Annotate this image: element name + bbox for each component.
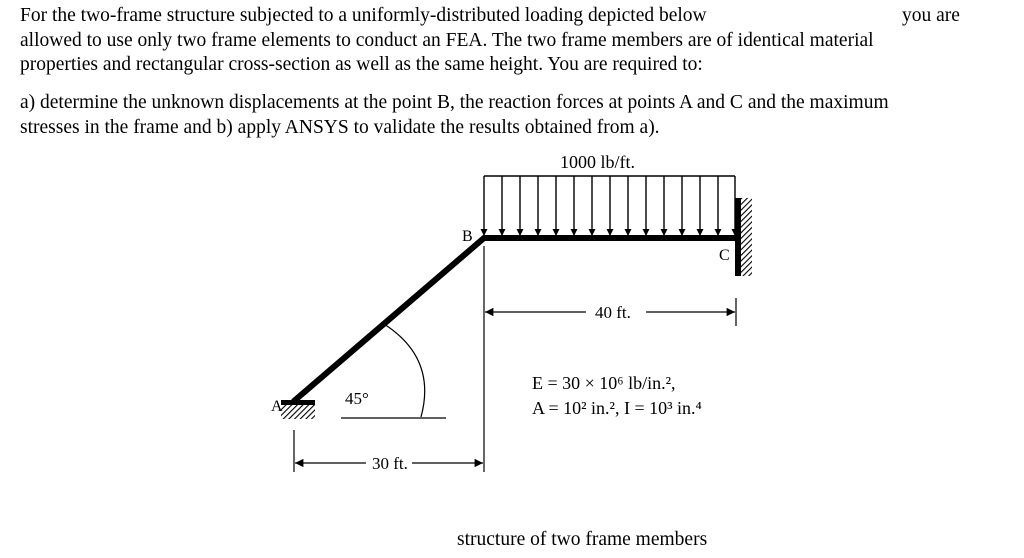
statement-line-1: For the two-frame structure subjected to a uniformly-distributed loading depicted below (20, 5, 707, 26)
dim-30-label: 30 ft. (372, 454, 408, 473)
pin-support-a (281, 400, 315, 419)
distributed-load (484, 176, 735, 236)
statement-line-3: properties and rectangular cross-section as well as the same height. You are required to: (20, 54, 703, 75)
statement-line-2: allowed to use only two frame elements to conduct an FEA. The two frame members are of identical material (20, 29, 874, 51)
modulus-text: E = 30 × 10⁶ lb/in.², (532, 373, 676, 393)
angle-arc (384, 324, 425, 417)
load-label: 1000 lb/ft. (560, 152, 635, 172)
figure-caption: structure of two frame members (457, 529, 708, 550)
point-c-label: C (719, 247, 730, 264)
task-line-1: a) determine the unknown displacements at the point B, the reaction forces at points A and C and the maximum (20, 92, 889, 113)
area-inertia-text: A = 10² in.², I = 10³ in.⁴ (532, 398, 702, 418)
task-line-2: stresses in the frame and b) apply ANSYS to validate the results obtained from a). (20, 116, 660, 138)
point-a-label: A (271, 398, 283, 415)
point-b-label: B (462, 228, 473, 245)
dim-40-label: 40 ft. (595, 303, 631, 322)
statement-line-1-tail: you are (902, 5, 960, 26)
angle-label: 45° (345, 389, 369, 408)
fixed-support-c (735, 198, 752, 276)
inclined-member-ab (294, 238, 484, 401)
